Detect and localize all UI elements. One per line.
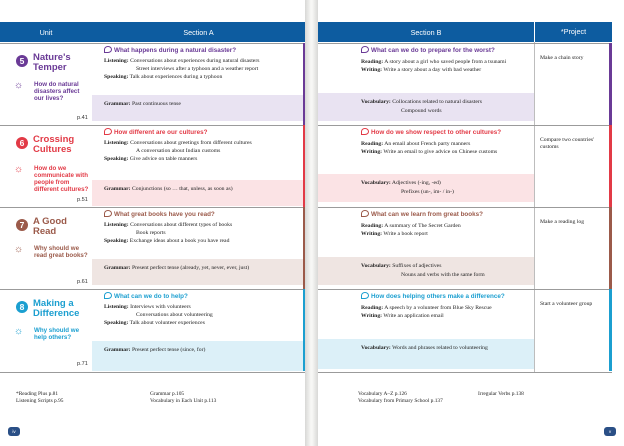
unit-row-5-right (318, 43, 624, 125)
unit-number-badge: 6 (16, 137, 28, 149)
content-line (361, 141, 470, 148)
line-label: Listening: (104, 58, 129, 64)
line-text: Conversations about experiences during natural disasters (130, 58, 260, 64)
line-label: Writing: (361, 149, 383, 155)
vocabulary-line (361, 180, 441, 187)
line-text: Conversations about volunteering (136, 312, 213, 318)
row-divider (0, 207, 305, 208)
line-text: Write a book report (383, 231, 428, 237)
grammar-text: Present perfect tense (since, for) (131, 347, 206, 353)
lightbulb-icon: ☼ (14, 164, 24, 175)
content-line (104, 140, 252, 147)
project-cell: Compare two countries' customs (540, 137, 595, 150)
question-text: What can we do to help? (114, 293, 188, 300)
row-divider (318, 207, 612, 208)
unit-row-8-right (318, 289, 624, 371)
unit-number-badge: 8 (16, 301, 28, 313)
line-label: Reading: (361, 305, 384, 311)
grammar-band (92, 95, 305, 121)
content-line (136, 148, 220, 155)
big-question: How do natural disasters affect our lives? (34, 81, 80, 102)
line-text: Street interviews after a typhoon and a weather report (136, 66, 259, 72)
line-label: Reading: (361, 59, 384, 65)
vocabulary-label: Vocabulary: (361, 345, 391, 351)
content-line (104, 238, 229, 245)
question-text: What can we do to prepare for the worst? (371, 47, 495, 54)
big-question: How do we communicate with people from different cultures? (34, 165, 89, 193)
speech-bubble-icon (361, 292, 369, 299)
grammar-band (92, 341, 305, 371)
page-number-right: v (604, 427, 616, 436)
vocabulary-band (318, 339, 534, 369)
grammar-line (104, 186, 233, 193)
question-text: How does helping others make a difference? (371, 293, 505, 300)
section-a-question (104, 210, 215, 219)
unit-number-badge: 5 (16, 55, 28, 67)
big-question: Why should we help others? (34, 327, 80, 341)
line-text: Interviews with volunteers (130, 304, 191, 310)
content-line (361, 67, 481, 74)
vocabulary-band (318, 257, 534, 285)
section-b-question (361, 128, 501, 137)
vocabulary-band (318, 174, 534, 202)
left-page (0, 0, 305, 446)
line-text: Write a story about a day with bad weather (383, 67, 482, 73)
grammar-line (104, 101, 181, 108)
table-header-left (0, 22, 305, 42)
unit-title: Nature's Temper (33, 52, 71, 73)
table-bottom-rule (0, 372, 305, 373)
vocabulary-text: Adjectives (-ing, -ed) (391, 180, 441, 186)
section-a-question (104, 46, 236, 55)
footer-irregular-verbs: Irregular Verbs p.138 (478, 391, 524, 397)
speech-bubble-icon (104, 292, 112, 299)
vocabulary-line (361, 99, 482, 106)
line-text: A summary of The Secret Garden (384, 223, 461, 229)
vocabulary-label: Vocabulary: (361, 263, 391, 269)
vocabulary-line (401, 272, 485, 279)
content-line (136, 66, 258, 73)
row-divider (0, 125, 305, 126)
unit-page-number: p.71 (77, 361, 88, 367)
speech-bubble-icon (104, 46, 112, 53)
unit-row-6-right (318, 125, 624, 207)
unit-title: A Good Read (33, 216, 67, 237)
section-b-question (361, 210, 483, 219)
unit-title: Crossing Cultures (33, 134, 75, 155)
vocabulary-text: Words and phrases related to volunteering (392, 345, 488, 351)
header-project: *Project (534, 22, 612, 42)
header-section-a: Section A (183, 27, 214, 37)
lightbulb-icon: ☼ (14, 80, 24, 91)
section-b-question (361, 292, 505, 301)
line-text: Give advice on table manners (129, 156, 198, 162)
unit-title: Making a Difference (33, 298, 80, 319)
footer-reading-plus: *Reading Plus p.81 (16, 391, 59, 397)
line-text: Exchange ideas about a book you have read (129, 238, 230, 244)
table-header-right (318, 22, 612, 42)
row-divider (318, 289, 612, 290)
unit-row-7-right (318, 207, 624, 289)
unit-page-number: p.41 (77, 115, 88, 121)
row-divider (318, 43, 612, 44)
vocabulary-text: Suffixes of adjectives (392, 263, 442, 269)
row-divider (318, 125, 612, 126)
header-unit: Unit (39, 27, 53, 37)
line-text: Write an application email (383, 313, 444, 319)
question-text: What happens during a natural disaster? (114, 47, 237, 54)
vocabulary-line (401, 189, 454, 196)
table-bottom-rule-right (318, 372, 612, 373)
vocabulary-line (361, 263, 441, 270)
unit-page-number: p.61 (77, 279, 88, 285)
right-page (318, 0, 624, 446)
line-text: Write an email to give advice on Chinese customs (383, 149, 498, 155)
line-text: Conversations about different types of books (130, 222, 233, 228)
line-text: A speech by a volunteer from Blue Sky Rescue (384, 305, 492, 311)
grammar-label: Grammar: (104, 265, 131, 271)
line-text: Conversations about greetings from different cultures (130, 140, 252, 146)
line-label: Speaking: (104, 156, 129, 162)
question-text: What great books have you read? (114, 211, 215, 218)
grammar-text: Past continuous tense (131, 101, 181, 107)
vocabulary-text: Compound words (401, 108, 442, 114)
grammar-label: Grammar: (104, 186, 131, 192)
line-label: Listening: (104, 140, 129, 146)
unit-number-badge: 7 (16, 219, 28, 231)
line-label: Listening: (104, 304, 129, 310)
line-label: Speaking: (104, 238, 129, 244)
vocabulary-text: Prefixes (un-, im- / in-) (401, 189, 454, 195)
line-label: Speaking: (104, 74, 129, 80)
speech-bubble-icon (104, 128, 112, 135)
row-divider (0, 289, 305, 290)
lightbulb-icon: ☼ (14, 244, 24, 255)
content-line (136, 230, 166, 237)
grammar-line (104, 265, 249, 272)
question-text: How do we show respect to other cultures? (371, 129, 502, 136)
content-line (104, 156, 197, 163)
content-line (361, 231, 428, 238)
section-b-question (361, 46, 495, 55)
grammar-label: Grammar: (104, 347, 131, 353)
section-a-question (104, 128, 207, 137)
question-text: How different are our cultures? (114, 129, 208, 136)
speech-bubble-icon (104, 210, 112, 217)
project-cell: Start a volunteer group (540, 301, 593, 307)
big-question: Why should we read great books? (34, 245, 88, 259)
vocabulary-label: Vocabulary: (361, 99, 391, 105)
unit-row-5 (0, 43, 305, 125)
grammar-line (104, 347, 205, 354)
speech-bubble-icon (361, 46, 369, 53)
speech-bubble-icon (361, 210, 369, 217)
vocabulary-text: Collocations related to natural disasters (392, 99, 482, 105)
footer-vocabulary-primary: Vocabulary from Primary School p.137 (358, 398, 443, 404)
page-number-left: iv (8, 427, 20, 436)
book-gutter (305, 0, 318, 446)
speech-bubble-icon (361, 128, 369, 135)
line-text: Book reports (136, 230, 166, 236)
footer-vocabulary-each-unit: Vocabulary in Each Unit p.113 (150, 398, 217, 404)
grammar-band (92, 180, 305, 206)
line-text: Talk about volunteer experiences (129, 320, 205, 326)
section-a-question (104, 292, 188, 301)
footer-listening-scripts: Listening Scripts p.95 (16, 398, 64, 404)
vocabulary-band (318, 93, 534, 121)
content-line (104, 74, 222, 81)
header-section-b: Section B (410, 27, 442, 37)
grammar-text: Present perfect tense (already, yet, never, ever, just) (131, 265, 250, 271)
line-label: Reading: (361, 141, 384, 147)
lightbulb-icon: ☼ (14, 326, 24, 337)
content-line (361, 149, 497, 156)
line-text: An email about French party manners (384, 141, 471, 147)
line-label: Writing: (361, 231, 383, 237)
footer-vocabulary-a-z: Vocabulary A–Z p.126 (358, 391, 407, 397)
vocabulary-label: Vocabulary: (361, 180, 391, 186)
content-line (104, 320, 205, 327)
grammar-band (92, 259, 305, 285)
question-text: What can we learn from great books? (371, 211, 483, 218)
vocabulary-line (361, 345, 488, 352)
grammar-label: Grammar: (104, 101, 131, 107)
content-line (136, 312, 213, 319)
line-label: Listening: (104, 222, 129, 228)
line-label: Writing: (361, 313, 383, 319)
content-line (361, 223, 461, 230)
project-cell: Make a reading log (540, 219, 585, 225)
line-text: Talk about experiences during a typhoon (129, 74, 223, 80)
row-divider (0, 43, 305, 44)
content-line (361, 59, 506, 66)
content-line (361, 305, 492, 312)
line-label: Speaking: (104, 320, 129, 326)
content-line (104, 222, 232, 229)
unit-row-7 (0, 207, 305, 289)
unit-row-6 (0, 125, 305, 207)
line-text: A story about a girl who saved people from a tsunami (384, 59, 507, 65)
unit-row-8 (0, 289, 305, 371)
line-label: Writing: (361, 67, 383, 73)
unit-page-number: p.51 (77, 197, 88, 203)
vocabulary-text: Nouns and verbs with the same form (401, 272, 485, 278)
project-cell: Make a chain story (540, 55, 584, 61)
footer-grammar: Grammar p.105 (150, 391, 185, 397)
content-line (104, 58, 259, 65)
line-text: A conversation about Indian customs (136, 148, 221, 154)
content-line (361, 313, 444, 320)
line-label: Reading: (361, 223, 384, 229)
content-line (104, 304, 191, 311)
grammar-text: Conjunctions (so … that, unless, as soon as) (131, 186, 233, 192)
vocabulary-line (401, 108, 442, 115)
